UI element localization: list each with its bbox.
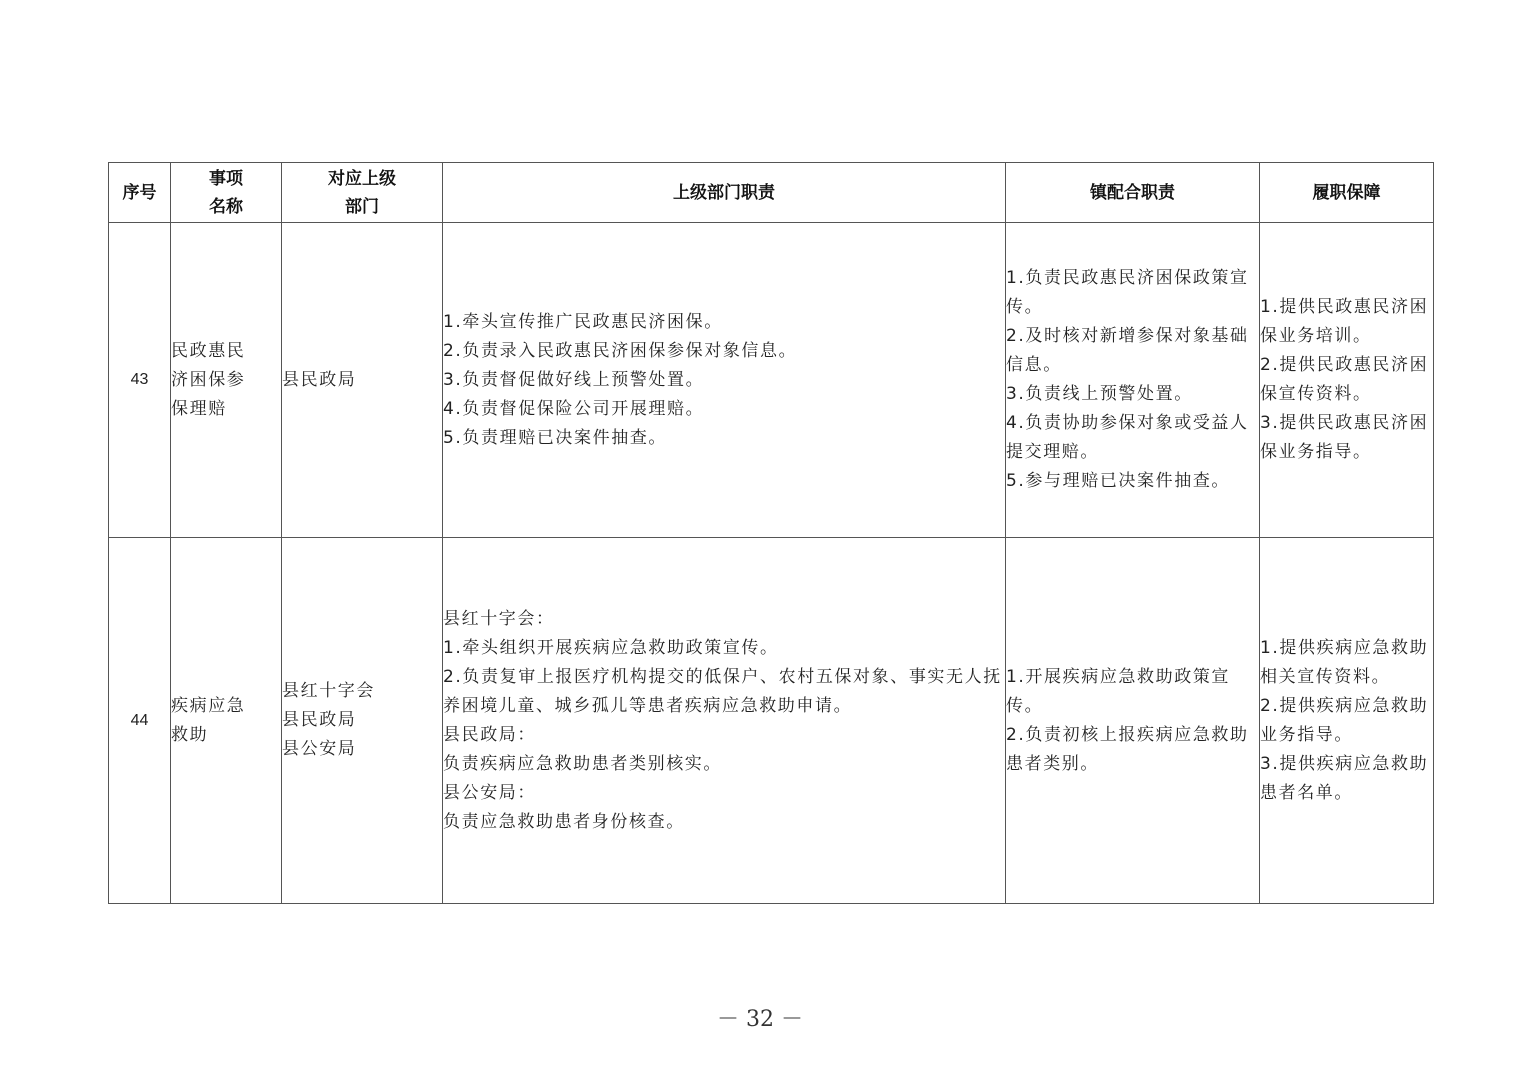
item-name-line: 济困保参 [171,369,246,390]
item-name-line: 疾病应急 [171,695,246,716]
guarantee-cell [1260,223,1434,538]
duty-line: 1.牵头宣传推广民政惠民济困保。 [443,311,723,332]
item-name-cell [171,538,282,904]
duty-line: 2.负责复审上报医疗机构提交的低保户、农村五保对象、事实无人抚养困境儿童、城乡孤儿等患者疾病应急救助申请。 [443,666,1002,716]
town-duty-line: 5.参与理赔已决案件抽查。 [1006,471,1231,491]
header-superior-duty: 上级部门职责 [443,163,1006,223]
guarantee-line: 1.提供民政惠民济困保业务培训。 [1260,297,1429,346]
guarantee-line: 2.提供民政惠民济困保宣传资料。 [1260,355,1429,404]
row-number: 44 [109,538,171,904]
town-duty-line: 2.负责初核上报疾病应急救助患者类别。 [1006,724,1249,774]
header-town-duty: 镇配合职责 [1006,163,1260,223]
table-row [109,538,1434,904]
item-name-line: 保理赔 [171,398,227,419]
guarantee-line: 3.提供民政惠民济困保业务指导。 [1260,413,1429,462]
header-row [109,163,1434,223]
superior-duty-cell [443,538,1006,904]
superior-dept-cell [282,538,443,904]
superior-dept-cell [282,223,443,538]
item-name-line: 民政惠民 [171,340,246,361]
town-duty-line: 2.及时核对新增参保对象基础信息。 [1006,326,1249,375]
duty-line: 负责应急救助患者身份核查。 [443,811,685,832]
duty-table [108,162,1434,904]
header-no: 序号 [109,163,171,223]
dept-line: 县红十字会 [282,681,375,701]
guarantee-cell [1260,538,1434,904]
town-duty-cell [1006,538,1260,904]
dept-line: 县公安局 [282,739,357,759]
header-guarantee: 履职保障 [1260,163,1434,223]
town-duty-line: 1.开展疾病应急救助政策宣传。 [1006,666,1231,716]
table-row [109,223,1434,538]
town-duty-line: 4.负责协助参保对象或受益人提交理赔。 [1006,413,1249,462]
guarantee-line: 3.提供疾病应急救助患者名单。 [1260,753,1429,803]
town-duty-line: 3.负责线上预警处置。 [1006,384,1193,404]
item-name-cell [171,223,282,538]
duty-line: 负责疾病应急救助患者类别核实。 [443,753,722,774]
duty-line: 1.牵头组织开展疾病应急救助政策宣传。 [443,637,779,658]
header-item-name: 事项 名称 [171,163,282,223]
superior-duty-cell [443,223,1006,538]
header-superior-dept: 对应上级 部门 [282,163,443,223]
dept-line: 县民政局 [282,710,357,730]
duty-line: 4.负责督促保险公司开展理赔。 [443,398,705,419]
guarantee-line: 1.提供疾病应急救助相关宣传资料。 [1260,637,1429,687]
page-number: － 32 － [717,1007,803,1032]
town-duty-cell [1006,223,1260,538]
guarantee-line: 2.提供疾病应急救助业务指导。 [1260,695,1429,745]
item-name-line: 救助 [171,724,209,745]
duty-line: 县民政局： [443,724,536,745]
duty-line: 县公安局： [443,782,536,803]
town-duty-line: 1.负责民政惠民济困保政策宣传。 [1006,268,1249,317]
row-number: 43 [109,223,171,538]
dept-line: 县民政局 [282,369,357,390]
duty-line: 5.负责理赔已决案件抽查。 [443,427,668,448]
duty-line: 3.负责督促做好线上预警处置。 [443,369,705,390]
duty-line: 2.负责录入民政惠民济困保参保对象信息。 [443,340,798,361]
duty-line: 县红十字会： [443,608,555,629]
